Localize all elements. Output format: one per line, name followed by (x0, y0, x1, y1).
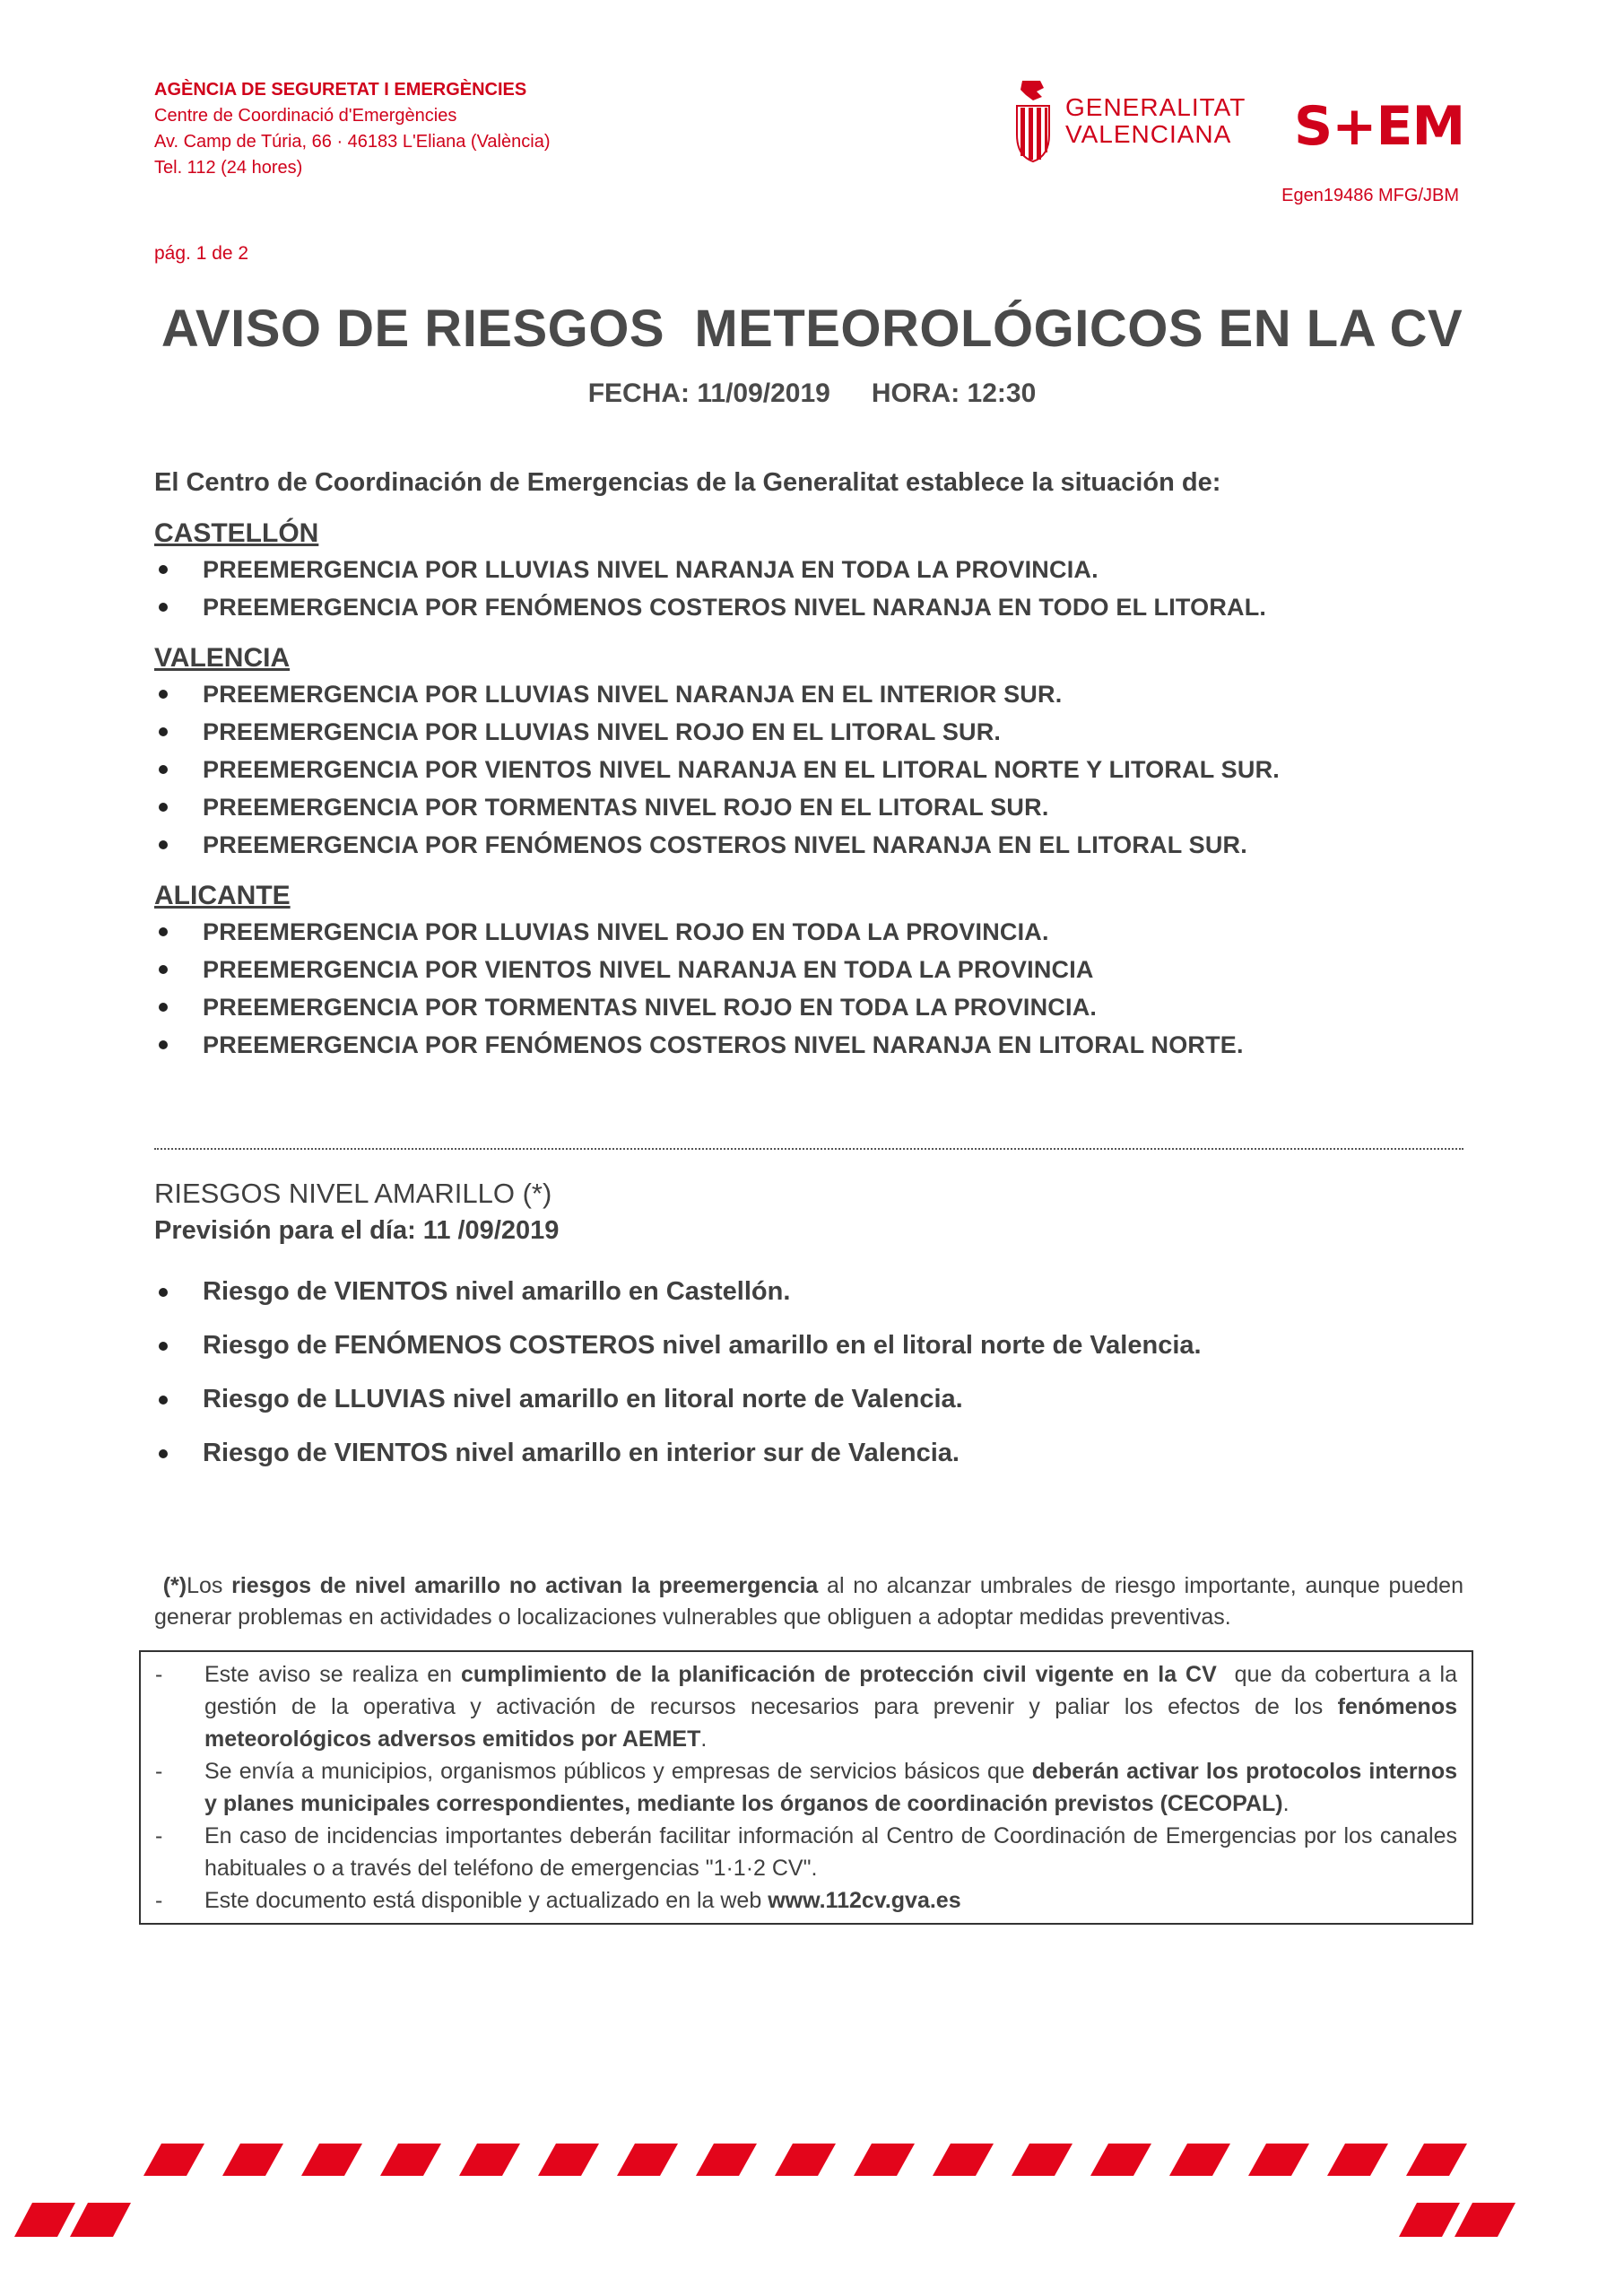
generalitat-emblem-icon (1013, 79, 1053, 163)
info-item: - En caso de incidencias importantes deberán facilitar información al Centro de Coordinación de Emergencias por los canales habituales o a través del teléfono de emergencias "1·1·2 CV". (155, 1823, 1457, 1881)
list-item: Riesgo de VIENTOS nivel amarillo en Castellón. (154, 1265, 1472, 1318)
logo-gv-line1: GENERALITAT (1065, 93, 1246, 121)
page-number: pág. 1 de 2 (154, 243, 249, 264)
forecast-date: Previsión para el día: 11 /09/2019 (154, 1216, 560, 1245)
bullet-icon (159, 1040, 168, 1049)
agency-name: AGÈNCIA DE SEGURETAT I EMERGÈNCIES (154, 80, 527, 100)
info-item: - Se envía a municipios, organismos públicos y empresas de servicios básicos que deberán activar los protocolos internos y planes municipales correspondientes, mediante los órganos de coordinación previstos (CECOPAL). (155, 1759, 1458, 1816)
info-item: - Este documento está disponible y actualizado en la web www.112cv.gva.es (155, 1888, 961, 1913)
yellow-risks-list (154, 1265, 1472, 1480)
phone: Tel. 112 (24 hores) (154, 158, 303, 178)
date-time (0, 378, 1624, 409)
bullet-icon (159, 727, 168, 736)
province-heading: VALENCIA (154, 643, 291, 673)
bullet-icon (159, 603, 168, 612)
yellow-risks-title: RIESGOS NIVEL AMARILLO (*) (154, 1178, 552, 1209)
info-item: - Este aviso se realiza en cumplimiento de la planificación de protección civil vigente en la CV que da cobertura a la gestión de la operativa y activación de recursos necesarios para prevenir y paliar los efectos de los fenómenos meteorológicos adversos emitidos por AEMET. (155, 1662, 1463, 1752)
list-item: PREEMERGENCIA POR FENÓMENOS COSTEROS NIVEL NARANJA EN TODO EL LITORAL. (154, 588, 1472, 626)
situation-section (154, 465, 1472, 1079)
note-marker: (*) (162, 1573, 187, 1598)
list-item: PREEMERGENCIA POR LLUVIAS NIVEL ROJO EN TODA LA PROVINCIA. (154, 913, 1472, 951)
stripe-row-bottom (14, 2203, 1515, 2237)
time-label: HORA: 12:30 (871, 378, 1037, 408)
intro-text: El Centro de Coordinación de Emergencias de la Generalitat establece la situación de: (154, 468, 1221, 497)
logo-gv-line2: VALENCIANA (1065, 120, 1232, 148)
info-box (139, 1650, 1473, 1925)
bullet-icon (159, 1003, 168, 1012)
list-item: PREEMERGENCIA POR LLUVIAS NIVEL NARANJA EN EL INTERIOR SUR. (154, 675, 1472, 713)
bullet-icon (159, 565, 168, 574)
list-item: Riesgo de FENÓMENOS COSTEROS nivel amarillo en el litoral norte de Valencia. (154, 1318, 1472, 1372)
reference-code: Egen19486 MFG/JBM (1281, 186, 1459, 205)
page-title: AVISO DE RIESGOS METEOROLÓGICOS EN LA CV (161, 300, 1463, 358)
province-list (154, 675, 1472, 864)
bullet-icon (159, 1396, 168, 1405)
agency-header (154, 77, 550, 181)
sem-logo: S+EM (1294, 95, 1465, 158)
bullet-icon (159, 1449, 168, 1458)
website-link[interactable]: www.112cv.gva.es (768, 1888, 961, 1913)
bullet-icon (159, 690, 168, 699)
bullet-icon (159, 1342, 168, 1351)
yellow-risks-section (154, 1175, 1472, 1480)
address: Av. Camp de Túria, 66 · 46183 L'Eliana (València) (154, 132, 551, 152)
list-item: PREEMERGENCIA POR TORMENTAS NIVEL ROJO EN TODA LA PROVINCIA. (154, 988, 1472, 1026)
bullet-icon (159, 927, 168, 936)
list-item: PREEMERGENCIA POR LLUVIAS NIVEL NARANJA EN TODA LA PROVINCIA. (154, 551, 1472, 588)
province-heading: CASTELLÓN (154, 518, 319, 548)
list-item: PREEMERGENCIA POR LLUVIAS NIVEL ROJO EN EL LITORAL SUR. (154, 713, 1472, 751)
bullet-icon (159, 765, 168, 774)
stripe-row-top (143, 2144, 1467, 2176)
yellow-note: (*)Los riesgos de nivel amarillo no activan la preemergencia al no alcanzar umbrales de riesgo importante, aunque pueden generar problemas en actividades o localizaciones vulnerables que obliguen a adoptar medidas preventivas. (154, 1573, 1463, 1630)
date-label: FECHA: 11/09/2019 (587, 378, 830, 408)
list-item: PREEMERGENCIA POR FENÓMENOS COSTEROS NIVEL NARANJA EN LITORAL NORTE. (154, 1026, 1472, 1064)
province-heading: ALICANTE (154, 881, 291, 910)
bullet-icon (159, 803, 168, 812)
centre-name: Centre de Coordinació d'Emergències (154, 106, 457, 126)
dotted-divider (154, 1148, 1463, 1150)
generalitat-logo (1013, 81, 1251, 161)
list-item: PREEMERGENCIA POR VIENTOS NIVEL NARANJA EN TODA LA PROVINCIA (154, 951, 1472, 988)
bullet-icon (159, 840, 168, 849)
bullet-icon (159, 1288, 168, 1297)
province-list (154, 551, 1472, 626)
province-list (154, 913, 1472, 1064)
bullet-icon (159, 965, 168, 974)
list-item: Riesgo de LLUVIAS nivel amarillo en litoral norte de Valencia. (154, 1372, 1472, 1426)
list-item: PREEMERGENCIA POR FENÓMENOS COSTEROS NIVEL NARANJA EN EL LITORAL SUR. (154, 826, 1472, 864)
list-item: PREEMERGENCIA POR TORMENTAS NIVEL ROJO EN EL LITORAL SUR. (154, 788, 1472, 826)
list-item: PREEMERGENCIA POR VIENTOS NIVEL NARANJA EN EL LITORAL NORTE Y LITORAL SUR. (154, 751, 1472, 788)
list-item: Riesgo de VIENTOS nivel amarillo en interior sur de Valencia. (154, 1426, 1472, 1480)
